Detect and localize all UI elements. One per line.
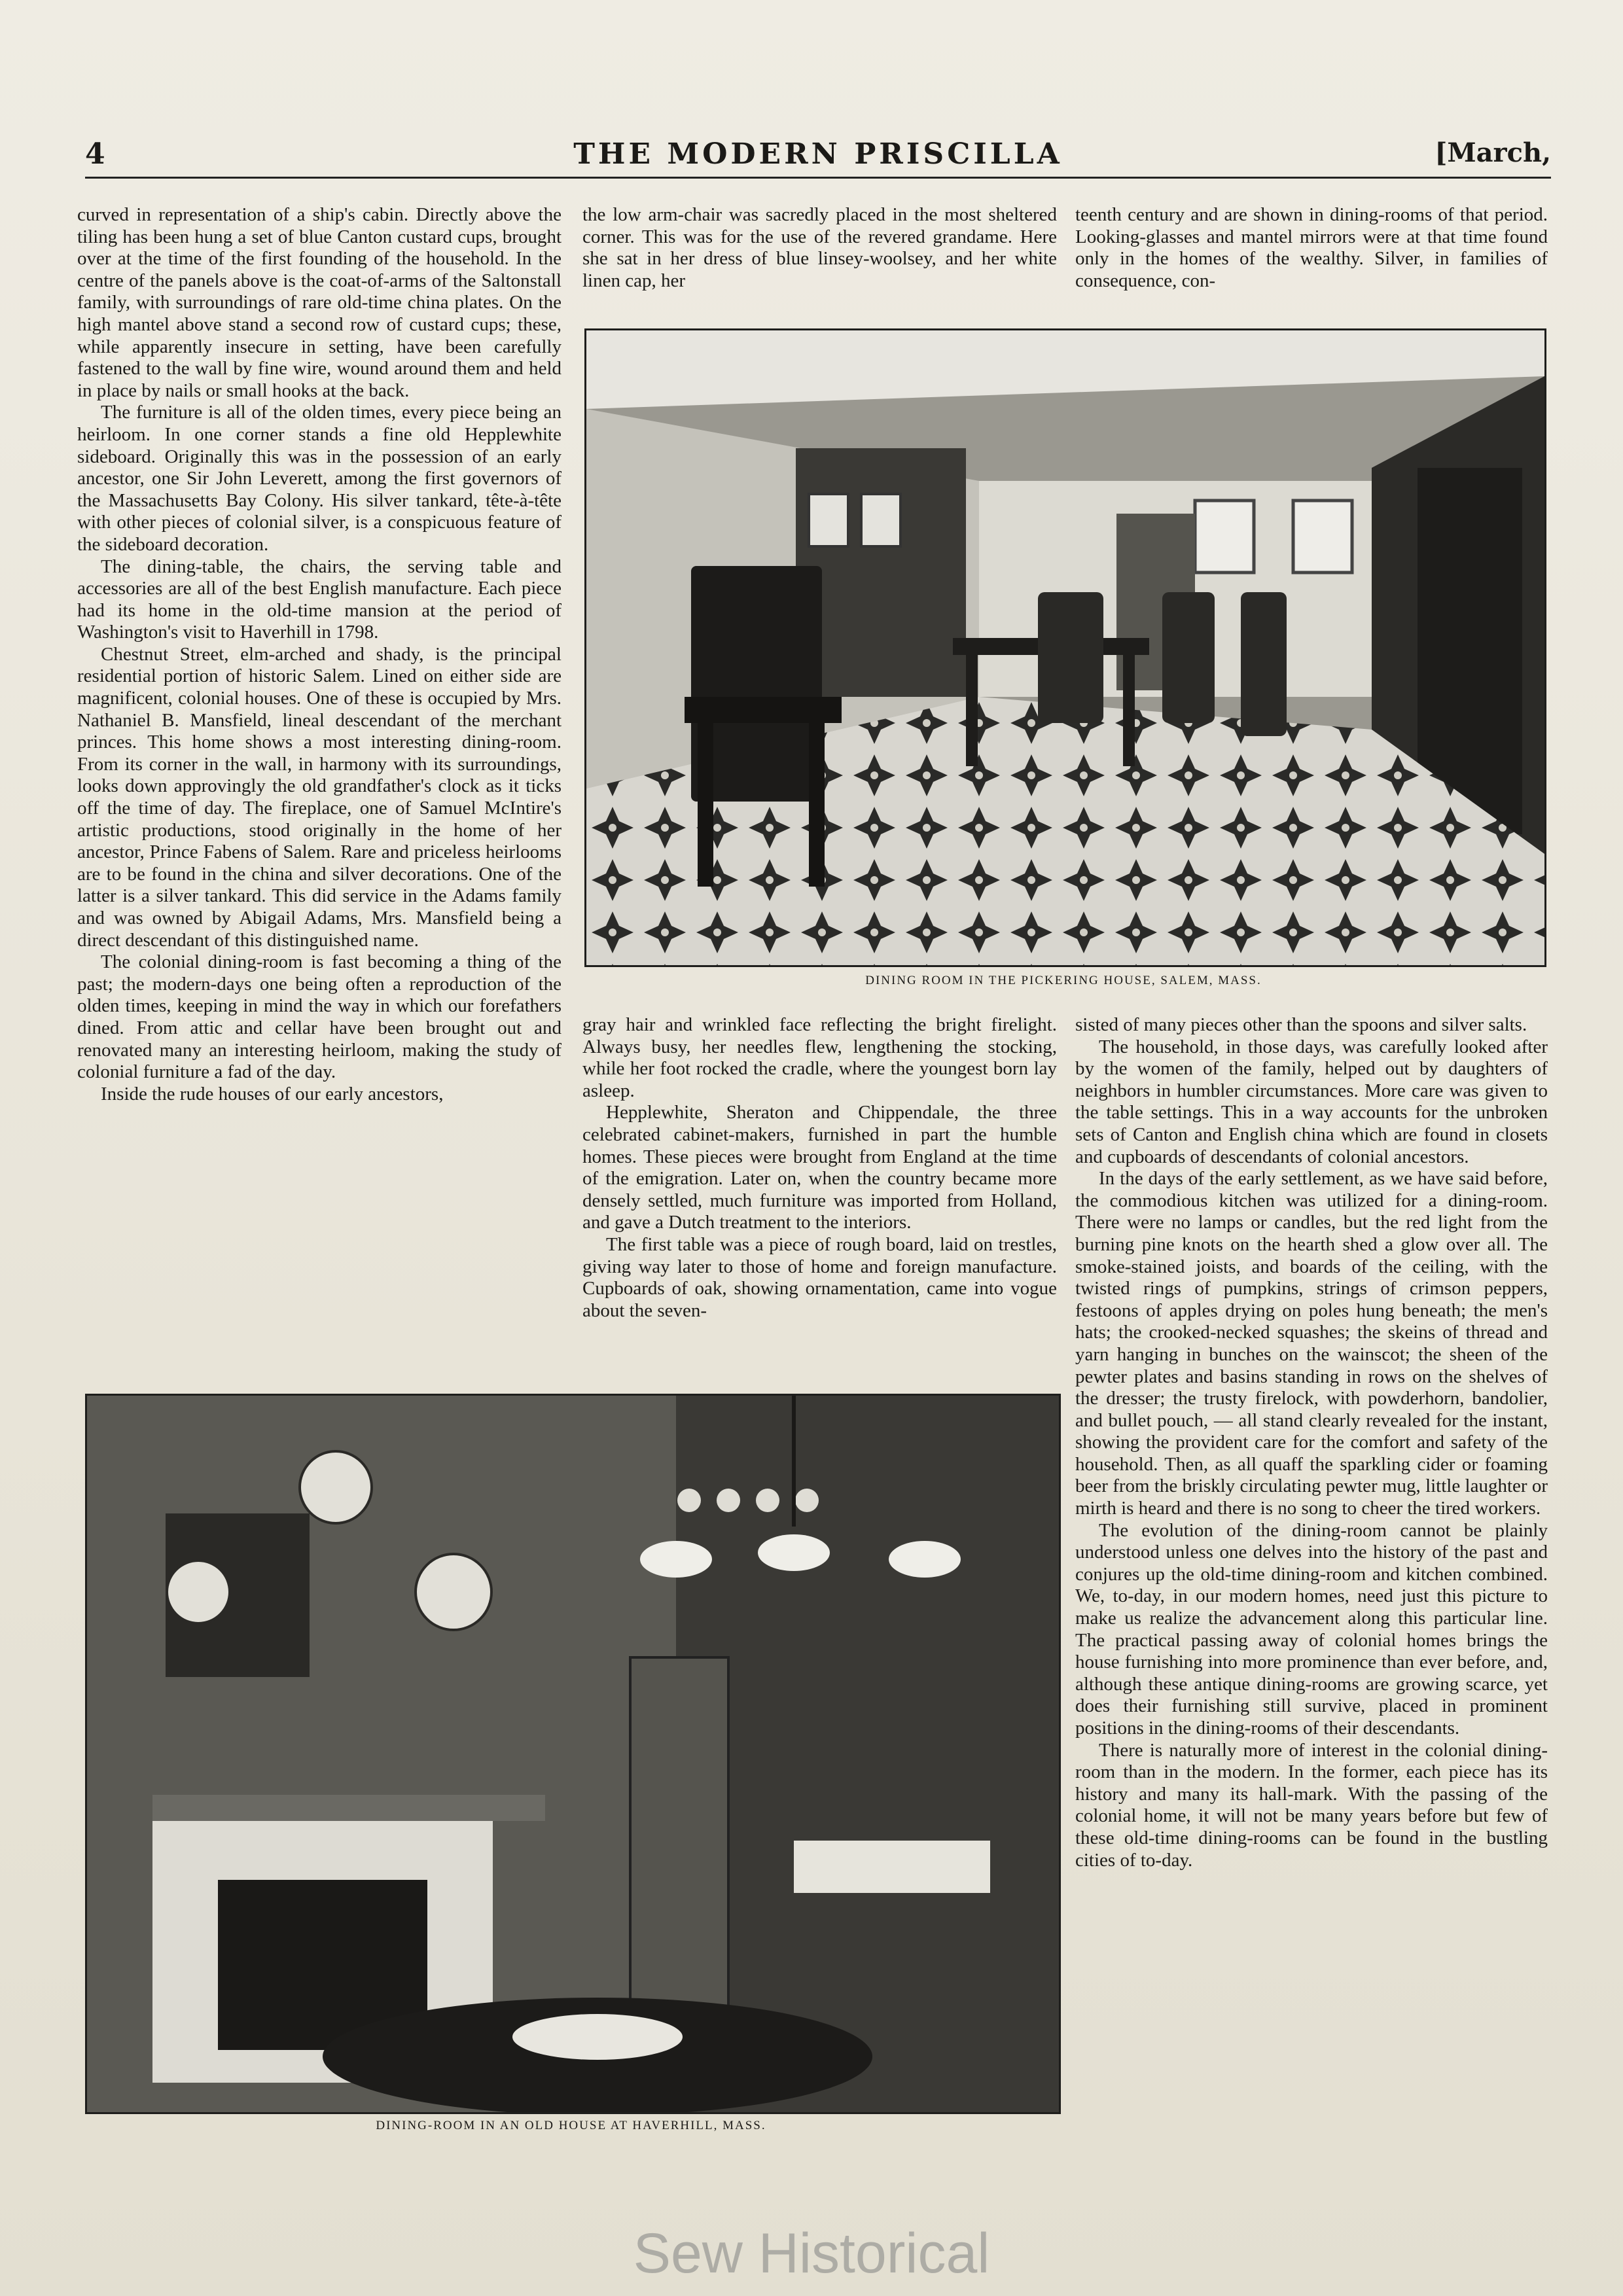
- paragraph: The first table was a piece of rough board, laid on trestles, giving way later to those of home and foreign manufacture. Cupboards of oak, showing ornamentation, came into vogue about the seven-: [582, 1233, 1057, 1321]
- haverhill-room-illustration: [87, 1396, 1059, 2112]
- column-middle-mid: [582, 1014, 1057, 1371]
- photo-haverhill-dining-room: [85, 1394, 1061, 2114]
- paragraph: In the days of the early settlement, as we have said before, the commodious kitchen was utilized for a dining-room. There were no lamps or candles, but the red light from the burning pine knots on the hearth shed a glow over all. The smoke-stained joists, and boards of the ceiling, with the twisted rings of pumpkins, strings of crimson peppers, festoons of apples drying on poles hung beneath; the men's hats; the crooked-necked squashes; the skeins of thread and yarn hanging in bunches on the wainscot; the sheen of the pewter plates and basins standing in rows on the shelves of the dresser; the trusty firelock, with powderhorn, bandolier, and bullet pouch, — all stand clearly revealed for the instant, showing the provident care for the comfort and safety of the household. Then, as all quaff the sparkling cider or foaming beer from the briskly circulating pewter mug, little laughter or mirth is heard and there is no song to cheer the tired workers.: [1075, 1168, 1548, 1519]
- paragraph: The dining-table, the chairs, the serving table and accessories are all of the best English manufacture. Each piece had its home in the old-time mansion at the period of Washington's visit to Haverhill in 1798.: [77, 556, 562, 643]
- column-middle-top: [582, 204, 1057, 309]
- page-number: 4: [85, 137, 105, 171]
- paragraph: sisted of many pieces other than the spoons and silver salts.: [1075, 1014, 1527, 1035]
- photo-caption-bottom: DINING-ROOM IN AN OLD HOUSE AT HAVERHILL, MASS.: [376, 2119, 766, 2132]
- paragraph: teenth century and are shown in dining-rooms of that period. Looking-glasses and mantel mirrors were at that time found only in the homes of the wealthy. Silver, in families of consequence, con-: [1075, 204, 1548, 291]
- column-right-long: [1075, 1014, 1548, 2140]
- paragraph: gray hair and wrinkled face reflecting the bright firelight. Always busy, her needles flew, lengthening the stocking, while her foot rocked the cradle, where the youngest born lay asleep.: [582, 1014, 1057, 1101]
- paragraph: curved in representation of a ship's cabin. Directly above the tiling has been hung a set of blue Canton custard cups, brought over at the time of the first founding of the household. In the centre of the panels above is the coat-of-arms of the Saltonstall family, with surroundings of rare old-time china plates. On the high mantel above stand a second row of custard cups; these, while apparently insecure in setting, have been carefully fastened to the wall by fine wire, wound around them and held in place by nails or small hooks at the back.: [77, 204, 562, 401]
- paragraph: The colonial dining-room is fast becoming a thing of the past; the modern-days one being often a reproduction of the olden times, keeping in mind the way in which our forefathers dined. From attic and cellar have been brought out and renovated many an interesting heirloom, making the study of colonial furniture a fad of the day.: [77, 951, 562, 1083]
- paragraph: the low arm-chair was sacredly placed in the most sheltered corner. This was for the use of the revered grandame. Here she sat in her dress of blue linsey-woolsey, and her white linen cap, her: [582, 204, 1057, 291]
- column-right-top: [1075, 204, 1548, 309]
- paragraph: Inside the rude houses of our early ancestors,: [101, 1083, 444, 1104]
- paragraph: The furniture is all of the olden times, every piece being an heirloom. In one corner stands a fine old Hepplewhite sideboard. Originally this was in the possession of an early ancestor, one Sir John Leverett, among the first governors of the Massachusetts Bay Colony. His silver tankard, tête-à-tête with other pieces of colonial silver, is a conspicuous feature of the sideboard decoration.: [77, 402, 562, 555]
- photo-pickering-dining-room: [584, 328, 1546, 967]
- column-left: [77, 204, 562, 1369]
- photo-caption-top: DINING ROOM IN THE PICKERING HOUSE, SALEM, MASS.: [865, 974, 1262, 987]
- paragraph: There is naturally more of interest in the colonial dining-room than in the modern. In the former, each piece has its history and many its hall-mark. With the passing of the colonial home, it will not be many years before but few of these old-time dining-rooms can be found in the bustling cities of to-day.: [1075, 1739, 1548, 1871]
- paragraph: The evolution of the dining-room cannot be plainly understood unless one delves into the history of the past and conjures up the old-time dining-room and kitchen combined. We, to-day, in our modern homes, need just this picture to make us realize the advancement along this particular line. The practical passing away of colonial homes brings the house furnishing into more prominence than ever before, and, although these antique dining-rooms are growing scarce, yet does their furnishing still survive, placed in prominent positions in the dining-rooms of their descendants.: [1075, 1519, 1548, 1739]
- running-header: [85, 137, 1551, 179]
- issue-month: [March,: [1435, 137, 1551, 168]
- paragraph: The household, in those days, was carefully looked after by the women of the family, helped out by daughters of neighbors in humbler circumstances. More care was given to the table settings. This in a way accounts for the unbroken sets of Canton and English china which are found in closets and cupboards of descendants of colonial ancestors.: [1075, 1036, 1548, 1167]
- dining-room-illustration: [586, 330, 1544, 965]
- magazine-title: THE MODERN PRISCILLA: [573, 137, 1063, 171]
- paragraph: Hepplewhite, Sheraton and Chippendale, the three celebrated cabinet-makers, furnished in part the humble homes. These pieces were brought from England at the time of the emigration. Later on, when the country became more densely settled, much furniture was imported from Holland, and gave a Dutch treatment to the interiors.: [582, 1102, 1057, 1233]
- paragraph: Chestnut Street, elm-arched and shady, is the principal residential portion of historic Salem. Lined on either side are magnificent, colonial houses. One of these is occupied by Mrs. Nathaniel B. Mansfield, lineal descendant of the merchant princes. This home shows a most interesting dining-room. From its corner in the wall, in harmony with its surroundings, looks down approvingly the old grandfather's clock as it ticks off the time of day. The fireplace, one of Samuel McIntire's artistic productions, stood originally in the home of her ancestor, Prince Fabens of Salem. Rare and priceless heirlooms are to be found in the china and silver decorations. One of the latter is a silver tankard. This did service in the Adams family and was owned by Abigail Adams, Mrs. Mansfield being a direct descendant of this distinguished name.: [77, 643, 562, 951]
- watermark: Sew Historical: [633, 2222, 990, 2285]
